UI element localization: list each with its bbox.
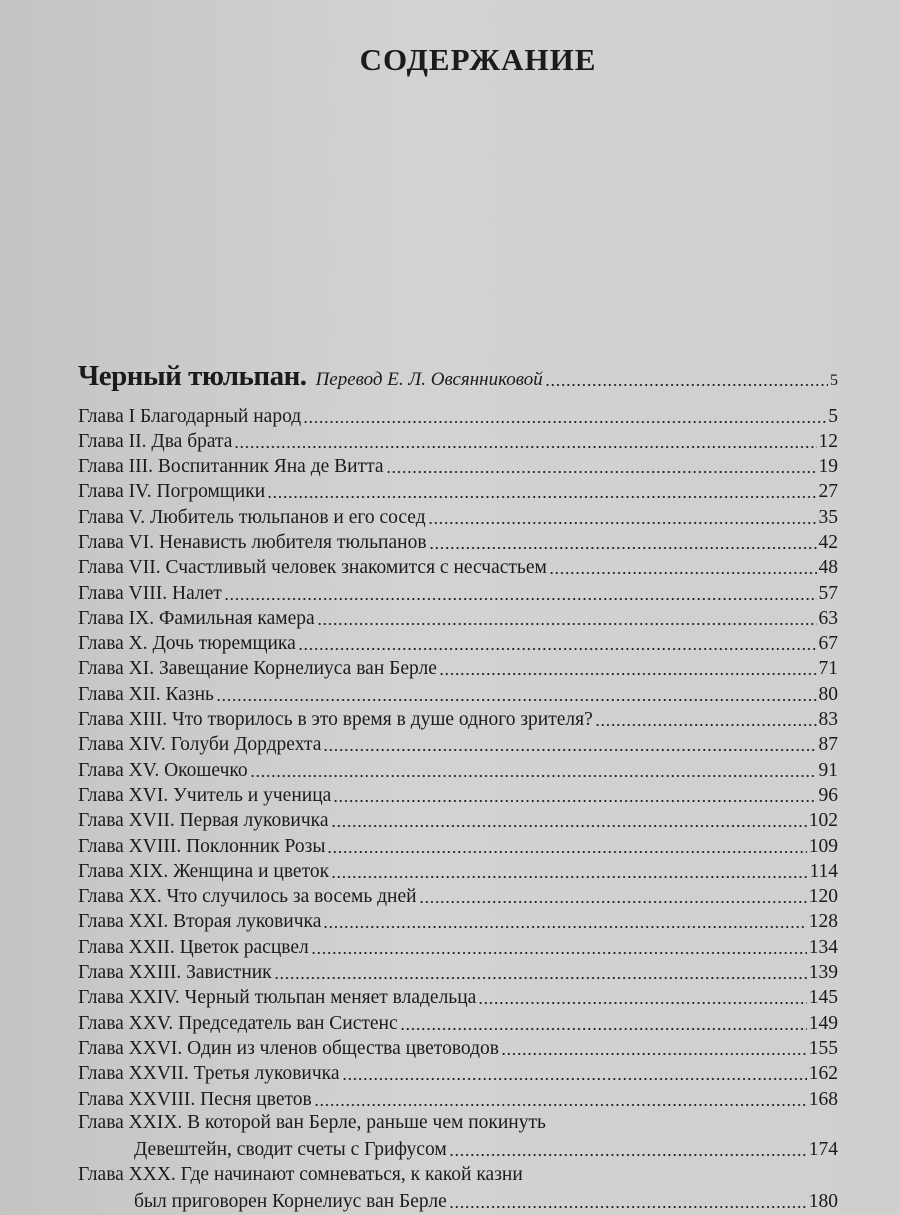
leader-dots — [449, 1191, 807, 1211]
page-number: 149 — [808, 1012, 838, 1034]
chapter-title: Глава XXIV. Черный тюльпан меняет владельца — [78, 987, 477, 1009]
leader-dots — [428, 506, 817, 526]
leader-dots — [549, 557, 817, 577]
toc-entry — [78, 1034, 838, 1059]
page-number: 67 — [818, 633, 838, 655]
toc-entry — [78, 1085, 838, 1110]
leader-dots — [323, 734, 816, 754]
page-number: 162 — [808, 1063, 838, 1085]
chapter-title-line2: был приговорен Корнелиус ван Берле — [134, 1191, 447, 1213]
toc-entry — [78, 528, 838, 553]
leader-dots — [595, 709, 817, 729]
part-translator: Перевод Е. Л. Овсянниковой — [315, 369, 543, 390]
toc-entry — [78, 933, 838, 958]
chapter-title: Глава VI. Ненависть любителя тюльпанов — [78, 531, 427, 553]
chapter-title: Глава IX. Фамильная камера — [78, 607, 315, 629]
leader-dots — [439, 658, 817, 678]
chapter-title: Глава III. Воспитанник Яна де Витта — [78, 456, 384, 478]
leader-dots — [274, 962, 807, 982]
chapter-title: Глава XX. Что случилось за восемь дней — [78, 886, 417, 908]
page-number: 128 — [808, 911, 838, 933]
toc-entry — [78, 807, 838, 832]
leader-dots — [311, 936, 807, 956]
chapter-title: Глава II. Два брата — [78, 430, 233, 452]
chapter-title: Глава XVIII. Поклонник Розы — [78, 835, 326, 857]
chapter-title: Глава XXVIII. Песня цветов — [78, 1088, 312, 1110]
toc-entry — [78, 756, 838, 781]
chapter-title: Глава XXV. Председатель ван Систенс — [78, 1012, 398, 1034]
leader-dots — [501, 1037, 807, 1057]
page-number: 109 — [808, 835, 838, 857]
leader-dots — [386, 456, 817, 476]
chapter-title: Глава XII. Казнь — [78, 683, 214, 705]
chapter-title: Глава XIV. Голуби Дордрехта — [78, 734, 322, 756]
toc-entry — [78, 832, 838, 857]
toc-entry — [78, 883, 838, 908]
toc-entry — [78, 781, 838, 806]
toc-part-entry — [78, 360, 838, 402]
page-number: 120 — [808, 886, 838, 908]
chapter-title: Глава VII. Счастливый человек знакомится с несчастьем — [78, 557, 547, 579]
toc-entry — [78, 908, 838, 933]
leader-dots — [234, 430, 816, 450]
toc-entry — [78, 478, 838, 503]
toc-entry — [78, 984, 838, 1009]
page-number: 27 — [818, 481, 838, 503]
chapter-title-line2: Девештейн, сводит счеты с Грифусом — [134, 1139, 447, 1161]
page-number: 139 — [808, 962, 838, 984]
page-number: 102 — [808, 810, 838, 832]
chapter-title: Глава VIII. Налет — [78, 582, 222, 604]
toc-entry — [78, 1060, 838, 1085]
page-number: 48 — [818, 557, 838, 579]
chapter-title: Глава XXIII. Завистник — [78, 962, 272, 984]
toc-entry-multiline — [78, 1162, 838, 1214]
page-number: 96 — [818, 784, 838, 806]
leader-dots — [400, 1012, 807, 1032]
toc-entry — [78, 630, 838, 655]
chapter-title-line1: Глава XXIX. В которой ван Берле, раньше чем покинуть — [78, 1112, 546, 1134]
page-number: 174 — [808, 1139, 838, 1161]
page-number: 5 — [830, 372, 838, 389]
leader-dots — [478, 987, 806, 1007]
page-number: 134 — [808, 936, 838, 958]
page-number: 63 — [818, 607, 838, 629]
chapter-title: Глава IV. Погромщики — [78, 481, 266, 503]
page-number: 83 — [818, 709, 838, 731]
chapter-title: Глава XVI. Учитель и ученица — [78, 784, 332, 806]
chapter-title: Глава XXVI. Один из членов общества цветоводов — [78, 1037, 499, 1059]
page-number: 91 — [818, 759, 838, 781]
leader-dots — [317, 607, 817, 627]
leader-dots — [342, 1063, 807, 1083]
chapter-title-line1: Глава XXX. Где начинают сомневаться, к какой казни — [78, 1164, 523, 1186]
leader-dots — [331, 860, 807, 880]
toc-entry — [78, 554, 838, 579]
part-title: Черный тюльпан. — [78, 360, 307, 392]
leader-dots — [449, 1139, 807, 1159]
leader-dots — [545, 372, 828, 388]
page-number: 35 — [818, 506, 838, 528]
leader-dots — [331, 810, 807, 830]
leader-dots — [250, 759, 817, 779]
leader-dots — [419, 886, 807, 906]
toc-entry — [78, 579, 838, 604]
chapter-title: Глава XIX. Женщина и цветок — [78, 860, 330, 882]
chapter-title: Глава XXII. Цветок расцвел — [78, 936, 309, 958]
toc-entry — [78, 706, 838, 731]
page-number: 155 — [808, 1037, 838, 1059]
page-number: 87 — [818, 734, 838, 756]
page-number: 168 — [808, 1088, 838, 1110]
chapter-title: Глава I Благодарный народ — [78, 405, 302, 427]
leader-dots — [333, 784, 816, 804]
toc-entry — [78, 655, 838, 680]
leader-dots — [216, 683, 817, 703]
chapter-title: Глава V. Любитель тюльпанов и его сосед — [78, 506, 426, 528]
leader-dots — [267, 481, 816, 501]
toc-entry — [78, 857, 838, 882]
toc-entry — [78, 604, 838, 629]
leader-dots — [303, 405, 826, 425]
chapter-title: Глава XIII. Что творилось в это время в душе одного зрителя? — [78, 709, 593, 731]
page-number: 114 — [809, 860, 838, 882]
toc-entry — [78, 959, 838, 984]
page-number: 145 — [808, 987, 838, 1009]
page-number: 57 — [818, 582, 838, 604]
chapter-title: Глава X. Дочь тюремщика — [78, 633, 296, 655]
page-number: 180 — [808, 1191, 838, 1213]
toc-entry — [78, 731, 838, 756]
toc-entry — [78, 402, 838, 427]
chapter-title: Глава XXVII. Третья луковичка — [78, 1063, 340, 1085]
toc-entry-multiline — [78, 1110, 838, 1162]
toc-entry — [78, 680, 838, 705]
chapter-title: Глава XI. Завещание Корнелиуса ван Берле — [78, 658, 437, 680]
page-number: 5 — [828, 405, 838, 427]
chapter-title: Глава XVII. Первая луковичка — [78, 810, 329, 832]
toc-entry — [78, 453, 838, 478]
page-number: 19 — [818, 456, 838, 478]
page-number: 71 — [818, 658, 838, 680]
leader-dots — [327, 835, 806, 855]
toc-entry — [78, 1009, 838, 1034]
leader-dots — [224, 582, 817, 602]
table-of-contents — [78, 360, 838, 1215]
leader-dots — [323, 911, 806, 931]
leader-dots — [429, 531, 817, 551]
page-number: 42 — [818, 531, 838, 553]
page-number: 12 — [818, 430, 838, 452]
chapter-title: Глава XV. Окошечко — [78, 759, 248, 781]
page-number: 80 — [818, 683, 838, 705]
page-title: СОДЕРЖАНИЕ — [359, 42, 597, 77]
toc-entry — [78, 427, 838, 452]
leader-dots — [298, 633, 817, 653]
chapter-title: Глава XXI. Вторая луковичка — [78, 911, 322, 933]
leader-dots — [314, 1088, 807, 1108]
toc-entry — [78, 503, 838, 528]
